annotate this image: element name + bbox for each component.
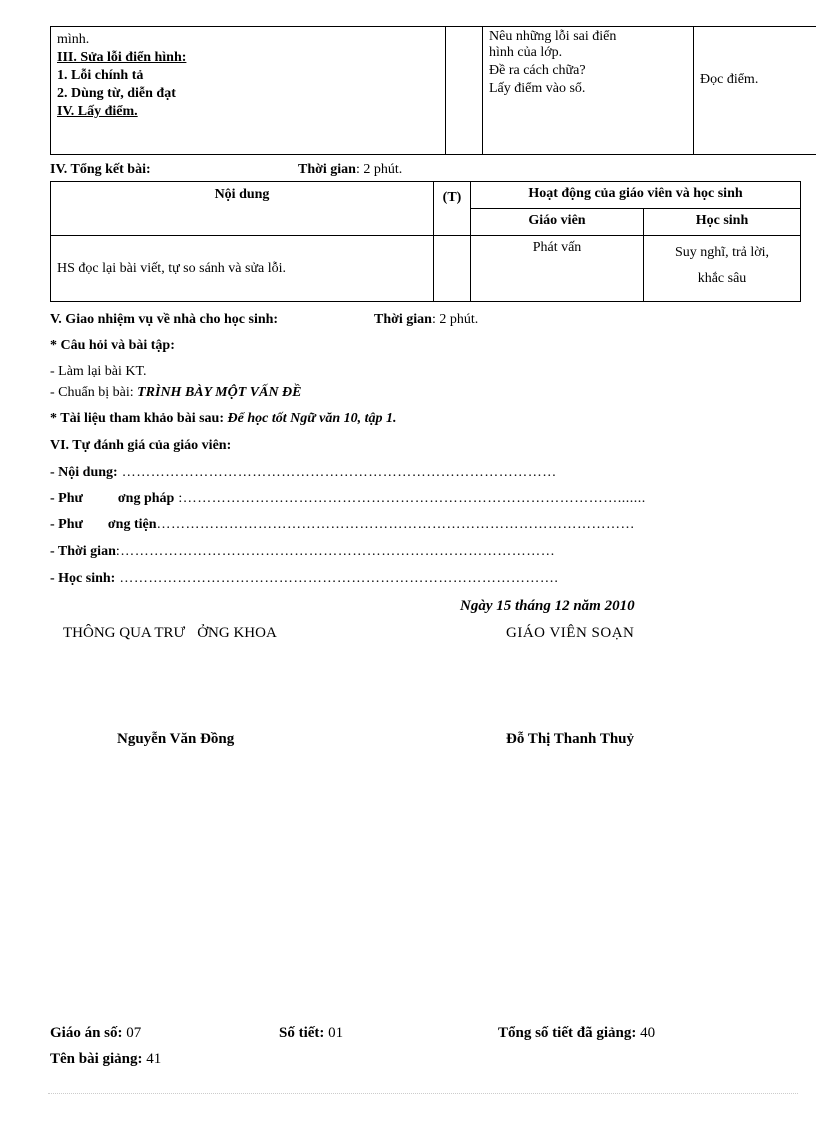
left-signer-name: Nguyễn Văn Đồng <box>117 731 235 747</box>
page-bottom-divider <box>48 1093 798 1094</box>
questions-label: * Câu hỏi và bài tập: <box>50 338 175 353</box>
header-activity-label: Hoạt động của giáo viên và học sinh <box>528 186 743 201</box>
teacher-line-2: hình của lớp. <box>489 45 563 60</box>
section-5-time <box>374 311 478 329</box>
top-cell-content <box>51 27 446 155</box>
period-number <box>279 1024 343 1042</box>
top-cell-teacher <box>483 27 694 155</box>
item-dung-tu: 2. Dùng từ, diễn đạt <box>57 86 176 101</box>
left-signature-title-a: THÔNG QUA TRƯ <box>63 625 186 641</box>
row-student-line-1: Suy nghĩ, trả lời, <box>674 245 770 260</box>
header-hoc-sinh-label: Học sinh <box>695 213 749 228</box>
item-loi-chinh-ta: 1. Lỗi chính tả <box>57 68 144 83</box>
eval-means-label-b: ơng tiện <box>107 517 157 532</box>
task-item-1: - Làm lại bài KT. <box>50 364 147 379</box>
eval-content-label: - Nội dung: <box>50 465 118 480</box>
plan-number-label: Giáo án số: <box>50 1025 123 1041</box>
section-4-time-value: : 2 phút. <box>355 162 403 177</box>
reference-value: Để học tốt Ngữ văn 10, tập 1. <box>227 411 397 426</box>
eval-means <box>50 516 635 534</box>
total-periods-value: 40 <box>636 1025 656 1041</box>
section-4-time <box>298 161 402 179</box>
section-5-title-row <box>50 311 278 329</box>
eval-means-dots: ……………………………………………………………………………………… <box>156 517 635 532</box>
reference-line <box>50 410 397 428</box>
lesson-name <box>50 1050 161 1068</box>
header-activity <box>471 182 801 209</box>
eval-method <box>50 490 646 508</box>
header-giao-vien <box>471 209 644 236</box>
header-noi-dung <box>51 182 434 236</box>
header-giao-vien-label: Giáo viên <box>528 213 586 228</box>
eval-content-dots: ……………………………………………………………………………… <box>117 465 557 480</box>
section-4-title-row <box>50 161 151 179</box>
right-signer-name: Đỗ Thị Thanh Thuỷ <box>506 731 635 747</box>
task-item-2 <box>50 384 302 402</box>
section-6-title: VI. Tự đánh giá của giáo viên: <box>50 438 232 453</box>
eval-content <box>50 464 557 482</box>
top-cell-time <box>446 27 483 155</box>
student-text: Đọc điểm. <box>700 72 759 87</box>
eval-student-label: - Học sinh: <box>50 571 116 586</box>
row-content-text: HS đọc lại bài viết, tự so sánh và sửa lỗi. <box>57 260 287 276</box>
eval-time-label: - Thời gian <box>50 544 116 559</box>
lesson-name-label: Tên bài giảng: <box>50 1051 143 1067</box>
eval-time-dots: :……………………………………………………………………………… <box>115 544 556 559</box>
eval-time <box>50 543 555 561</box>
total-periods <box>498 1024 655 1042</box>
header-t <box>434 182 471 236</box>
teacher-line-1: Nêu những lỗi sai điển <box>489 29 617 44</box>
row-teacher-text: Phát vấn <box>532 240 582 255</box>
teacher-line-4: Lấy điểm vào sổ. <box>489 81 586 96</box>
section-4-time-label: Thời gian <box>298 162 356 177</box>
period-number-value: 01 <box>324 1025 344 1041</box>
section-4-title: IV. Tổng kết bài: <box>50 162 151 177</box>
plan-number <box>50 1024 141 1042</box>
reference-label: * Tài liệu tham khảo bài sau: <box>50 411 228 426</box>
task-item-2-value: TRÌNH BÀY MỘT VẤN ĐỀ <box>137 385 302 400</box>
total-periods-label: Tổng số tiết đã giảng: <box>498 1025 637 1041</box>
header-noi-dung-label: Nội dung <box>214 187 270 202</box>
row-student-line-2: khắc sâu <box>697 271 747 286</box>
row-time <box>434 236 471 302</box>
header-t-label: (T) <box>442 190 462 205</box>
text-minh: mình. <box>57 32 90 47</box>
left-signature-title-b: ỞNG KHOA <box>197 625 277 641</box>
left-signature-title <box>63 624 277 642</box>
top-table <box>50 26 816 155</box>
heading-sua-loi: III. Sửa lỗi điển hình: <box>57 50 187 65</box>
eval-method-dots: :………………………………………………………………………………....... <box>174 491 646 506</box>
eval-method-label-a: - Phư <box>50 491 83 506</box>
lesson-name-value: 41 <box>142 1051 162 1067</box>
section-5-time-value: : 2 phút. <box>431 312 479 327</box>
header-hoc-sinh <box>644 209 801 236</box>
task-item-2-prefix: - Chuẩn bị bài: <box>50 385 138 400</box>
eval-student-dots: ………………………………………………………………………………. <box>115 571 559 586</box>
period-number-label: Số tiết: <box>279 1025 325 1041</box>
row-content <box>51 236 434 302</box>
heading-lay-diem: IV. Lấy điểm. <box>57 104 138 119</box>
right-signature-title: GIÁO VIÊN SOẠN <box>506 625 635 641</box>
eval-student <box>50 570 558 588</box>
summary-table <box>50 181 801 302</box>
plan-number-value: 07 <box>122 1025 142 1041</box>
eval-means-label-a: - Phư <box>50 517 83 532</box>
signature-date: Ngày 15 tháng 12 năm 2010 <box>460 598 635 614</box>
row-student <box>644 236 801 302</box>
section-5-time-label: Thời gian <box>374 312 432 327</box>
eval-method-label-b: ơng pháp <box>117 491 175 506</box>
row-teacher <box>471 236 644 302</box>
top-cell-student <box>694 27 816 155</box>
section-5-title: V. Giao nhiệm vụ về nhà cho học sinh: <box>50 312 279 327</box>
teacher-line-3: Đề ra cách chữa? <box>489 63 586 78</box>
